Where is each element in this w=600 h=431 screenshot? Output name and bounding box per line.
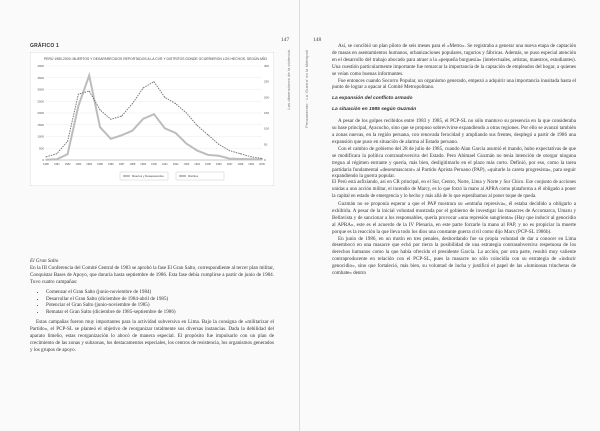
x-tick-label: 1996 — [215, 163, 222, 166]
data-point — [208, 134, 209, 135]
list-item: • Potenciar el Gran Salto (junio-noviembre de 1985) — [46, 302, 274, 309]
list-item: • Comenzar el Gran Salto (junio-noviembre de 1984) — [46, 289, 274, 296]
list-item: • Desarrollar el Gran Salto (diciembre de 1984-abril de 1985) — [46, 296, 274, 303]
legend-label: Distritos — [188, 174, 199, 179]
data-point — [229, 150, 230, 151]
y2-tick-label: 200 — [264, 95, 270, 100]
data-point — [175, 103, 176, 104]
data-point — [262, 158, 263, 159]
x-tick-label: 1980 — [43, 163, 49, 166]
data-point — [229, 158, 231, 160]
data-point — [100, 109, 101, 110]
data-point — [207, 154, 209, 156]
right-body-text — [332, 43, 576, 277]
y-tick-label: 1500 — [37, 122, 44, 127]
data-point — [56, 153, 57, 154]
data-point — [240, 153, 241, 154]
y2-tick-label: 0 — [264, 158, 266, 162]
paragraph: Guzmán no se proponía esperar a que el PAP mostrara su «entraña represiva», él estaba decidido a obligarlo a exhibirla. A pesar de la inicial voluntad mostrada por el gobierno de investigar las masacres de Accomarca, Umaru y Bellavista y de sancionar a los responsables, quería provocar «una represión sangrienta» (Hay que inducir al genocidio al APRA», este es el acuerdo de la IV Plenaria, en este parte forzarle la mano al PAP, y no es propiciar la muerte porque es la reacción la que lleva todo los dios una constante guerra civil como dijo Marx (PCP-SL 1986b). — [332, 201, 576, 235]
y-tick-label: 3000 — [37, 87, 44, 92]
figure-label: GRÁFICO 1 — [30, 43, 60, 49]
x-tick-label: 1986 — [107, 163, 114, 166]
x-tick-label: 1992 — [172, 163, 179, 166]
x-tick-label: 1989 — [140, 163, 147, 166]
x-tick-label: 1998 — [237, 163, 244, 166]
data-point — [164, 97, 165, 98]
left-body-text — [30, 258, 274, 354]
data-point — [67, 153, 69, 155]
data-point — [218, 144, 219, 145]
data-point — [99, 126, 101, 128]
paragraph: Fue entonces cuando Socorro Popular, un organismo generado, empezó a adquirir una importancia inusitada hasta el punto de lograr a opacar al Comité Metropolitano. — [332, 77, 576, 91]
data-point — [132, 130, 134, 132]
data-point — [110, 119, 111, 120]
x-tick-label: 1993 — [183, 163, 190, 166]
y2-tick-label: 250 — [264, 79, 270, 84]
data-point — [251, 156, 252, 157]
paragraph: Estas campañas fueron muy importantes para la actividad subversiva en Lima. Bajo la consigna de «militarizar el Partido», el PCP-SL se planteó el objetivo de reorganizar totalmente sus diversas instancias. Dada la debilidad del aparato limeño, estas reorganización lo abocó de manera especial. El propósito fue impulsarlo con un plan de crecimiento de las zonas y subzonas, los destacamentos especiales, los centros de resistencia, los organismos generados y los grupos de apoyo. — [30, 319, 274, 353]
data-point — [78, 105, 80, 107]
x-tick-label: 1984 — [86, 163, 93, 166]
y2-tick-label: 150 — [264, 111, 270, 115]
data-point — [186, 113, 187, 114]
paragraph: Con el cambio de gobierno del 28 de julio de 1985, cuando Alan García asumió el mando, hubo expectativas de que se modificara la política contrasubversiva del Estado. Pero Abimael Guzmán no tenía intención de otorgar ninguna tregua al régimen entrante y quería, más bien, desligitimarlo en el plazo más corto. Definió, por eso, como la tarea partidaria fundamental «desenmascarar» al Partido Aprista Peruano (PAP), «quitarle la careta progresista», para seguir expandiendo la guerra popular. — [332, 145, 576, 180]
data-point — [121, 116, 122, 117]
data-point — [143, 87, 144, 88]
page-number-left: 147 — [281, 37, 290, 43]
paragraph: Así, se concibió un plan piloto de seis meses para el «Metro». Se registraba a generar una nueva etapa de captación de masas en asentamientos humanos, urbanizaciones populares, tugurios y fábricas. Además, se puso especial atención en el desarrollo del trabajo abocado para atraer a la «pequeña burguesía» (intelectuales, artistas, maestros, estudiantes). Una cuestión particularmente importante fue remarcar la importancia de la captación de empleados del hogar, a quienes se veían como buenas informantes. — [332, 43, 576, 77]
data-point — [196, 150, 198, 152]
y-tick-label: 2500 — [37, 99, 44, 104]
data-point — [45, 159, 47, 161]
data-point — [132, 103, 133, 104]
data-point — [89, 91, 90, 92]
y-tick-label: 1000 — [37, 134, 44, 139]
data-point — [110, 138, 112, 140]
x-tick-label: 1987 — [118, 163, 125, 166]
list-item: • Rematar el Gran Salto (diciembre de 1985-septiembre de 1986) — [46, 309, 274, 316]
x-tick-label: 1983 — [75, 163, 82, 166]
x-tick-label: 1981 — [53, 163, 60, 166]
x-tick-label: 1988 — [129, 163, 136, 166]
x-tick-label: 1991 — [161, 163, 168, 166]
data-point — [197, 125, 198, 126]
data-point — [142, 118, 144, 120]
data-point — [261, 159, 263, 161]
x-tick-label: 1997 — [226, 163, 233, 166]
running-head-right: Pensamiento · La 'Guerra' en la Metrópoli — [304, 50, 309, 128]
y2-tick-label: 100 — [264, 126, 270, 131]
y-tick-label: 0 — [42, 158, 44, 162]
y-tick-label: 500 — [38, 146, 44, 151]
data-point — [56, 158, 58, 160]
x-tick-label: 1990 — [151, 163, 157, 166]
data-point — [88, 75, 90, 77]
data-point — [46, 156, 47, 157]
y2-tick-label: 300 — [264, 64, 270, 68]
x-tick-label: 1985 — [97, 163, 103, 166]
subsection-heading: La situación en 1985 según Guzmán — [332, 107, 417, 113]
campaign-list — [30, 289, 274, 317]
data-point — [78, 94, 79, 95]
page-number-right: 148 — [313, 37, 322, 43]
y-tick-label: 2000 — [37, 111, 44, 115]
paragraph: A pesar de los golpes recibidos entre 1983 y 1985, el PCP-SL no sólo mantuvo su presencia en la que consideraba su base principal, Ayacucho, sino que se propuso sobrevivirse expandiendo a otras regiones. Por ello se avanzó también a zonas nuevas, en la región peruana, con renovada ferocidad y ampliando sus frentes, desplegó a partir de 1986 una expansión que puso en situación de alarma al Estado peruano. — [332, 118, 576, 145]
chart-title: PERÚ 1980-2000: MUERTOS Y DESAPARECIDOS REPORTADOS A LA CVR Y DISTRITOS DONDE OCURRIERON LOS HECHOS, SEGÚN AÑO — [44, 57, 268, 61]
legend-label: Muertos y Desaparecidos — [132, 174, 164, 179]
paragraph: En junio de 1986, en un motín en tres penales, desbordando fue su propia voluntad de dar a conocer en Lima desembocó en una masacre que echó por tierra la posibilidad de una estrategia contrasubversiva respetuosa de los derechos humanos como la que había ofrecido el presidente García. La acción, por otra parte, resultó muy valiente contraproducente en relación con el PCP-SL, pues la masacre no sólo coincidía con su estrategia de «inducir genocidio», sino que fortaleció, más bien, su voluntad de lucha y justificó el papel de las «luminosas trincheras de combate» dentro — [332, 235, 576, 277]
data-point — [218, 155, 220, 157]
y-tick-label: 4000 — [37, 64, 44, 68]
data-point — [240, 158, 242, 160]
data-point — [154, 81, 155, 82]
y-tick-label: 3500 — [37, 75, 44, 80]
data-point — [186, 143, 188, 145]
data-point — [153, 113, 155, 115]
x-tick-label: 1999 — [248, 163, 255, 166]
x-tick-label: 1982 — [64, 163, 71, 166]
running-head-left: Las dimensiones de la violencia — [286, 50, 291, 110]
section-title: El Gran Salto — [30, 258, 59, 264]
x-tick-label: 1995 — [205, 163, 211, 166]
paragraph: En la III Conferencia del Comité Central de 1983 se aprobó la fase El Gran Salto, correspondiente al tercer plan militar, Conquistar Bases de Apoyo, que duraría hasta septiembre de 1986. Esta fase debía cumplirse a partir de junio de 1984. Tuvo cuatro campañas: — [30, 264, 274, 285]
data-point — [175, 132, 177, 134]
block-quote: El Perú está asfixiando, así en CR principal, en el Sur, Centro, Norte, Lima y Norte y Sur Chico. Ese conjunto de acciones unidas a uno acción militar, el incendio de Marcy, es lo que forzó la mano al APRA como plataforma a él obligado a poner la capital en estado de emergencia y lo hecho y más allá de lo que esperábamos al poner toque de queda. — [332, 180, 576, 200]
data-point — [121, 135, 123, 137]
line-chart — [30, 52, 274, 186]
data-point — [164, 127, 166, 129]
x-tick-label: 2000 — [259, 163, 265, 166]
data-point — [250, 158, 252, 160]
chart-svg — [30, 52, 274, 186]
y2-tick-label: 50 — [264, 142, 268, 147]
x-tick-label: 1994 — [194, 163, 201, 166]
section-heading: La expansión del conflicto armado — [332, 96, 413, 102]
data-point — [67, 141, 68, 142]
